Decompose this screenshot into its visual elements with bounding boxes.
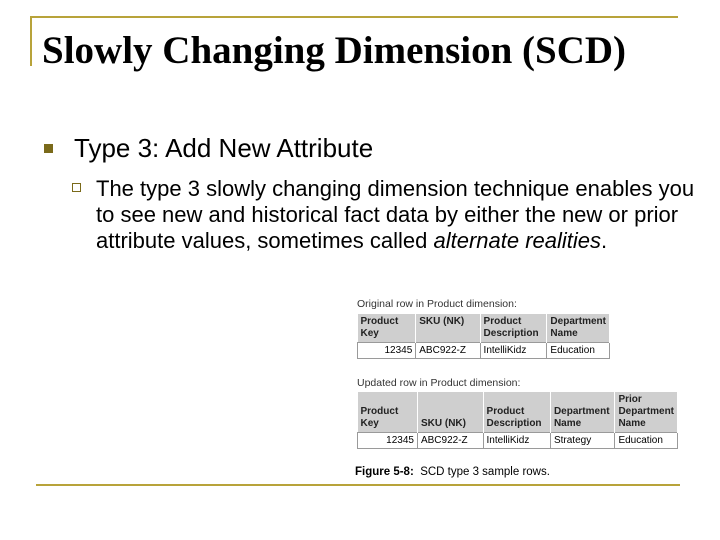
table-header-row bbox=[358, 392, 678, 433]
updated-row-table bbox=[357, 392, 678, 449]
hollow-square-bullet-icon bbox=[72, 183, 81, 192]
header-cell: SKU (NK) bbox=[417, 392, 483, 433]
table-cell: Education bbox=[547, 343, 610, 359]
figure-caption bbox=[355, 466, 550, 478]
table-cell: Strategy bbox=[550, 433, 614, 449]
table-header-row bbox=[358, 314, 610, 343]
header-cell: SKU (NK) bbox=[416, 314, 480, 343]
header-cell: Department Name bbox=[547, 314, 610, 343]
body-text-end: . bbox=[601, 228, 608, 253]
table-cell: IntelliKidz bbox=[483, 433, 550, 449]
header-cell: Product Key bbox=[358, 314, 416, 343]
table-cell: Education bbox=[615, 433, 678, 449]
bottom-rule bbox=[36, 484, 680, 486]
original-row-caption: Original row in Product dimension: bbox=[357, 298, 517, 310]
table-cell: 12345 bbox=[358, 433, 418, 449]
body-text-start: The type 3 slowly changing dimension technique enables you to see new and historical fact data by either the new or prior attribute values, sometimes called bbox=[96, 176, 695, 253]
bullet-heading: Type 3: Add New Attribute bbox=[74, 133, 374, 163]
header-cell: Department Name bbox=[550, 392, 614, 433]
table-cell: ABC922-Z bbox=[417, 433, 483, 449]
updated-row-caption: Updated row in Product dimension: bbox=[357, 377, 521, 389]
table-cell: ABC922-Z bbox=[416, 343, 480, 359]
original-row-table bbox=[357, 314, 610, 359]
table-cell: IntelliKidz bbox=[480, 343, 547, 359]
body-emphasis: alternate realities bbox=[433, 228, 602, 253]
square-bullet-icon bbox=[44, 144, 53, 153]
top-rule bbox=[30, 16, 678, 18]
left-rule bbox=[30, 16, 32, 66]
header-cell: Product Description bbox=[483, 392, 550, 433]
table-row bbox=[358, 433, 678, 449]
figure-caption-text: SCD type 3 sample rows. bbox=[420, 466, 550, 478]
header-cell: Product Key bbox=[358, 392, 418, 433]
table-row bbox=[358, 343, 610, 359]
body-paragraph bbox=[96, 176, 696, 254]
slide-title: Slowly Changing Dimension (SCD) bbox=[42, 29, 627, 72]
figure-number: Figure 5-8: bbox=[355, 466, 414, 478]
header-cell: Product Description bbox=[480, 314, 547, 343]
table-cell: 12345 bbox=[358, 343, 416, 359]
header-cell: Prior Department Name bbox=[615, 392, 678, 433]
